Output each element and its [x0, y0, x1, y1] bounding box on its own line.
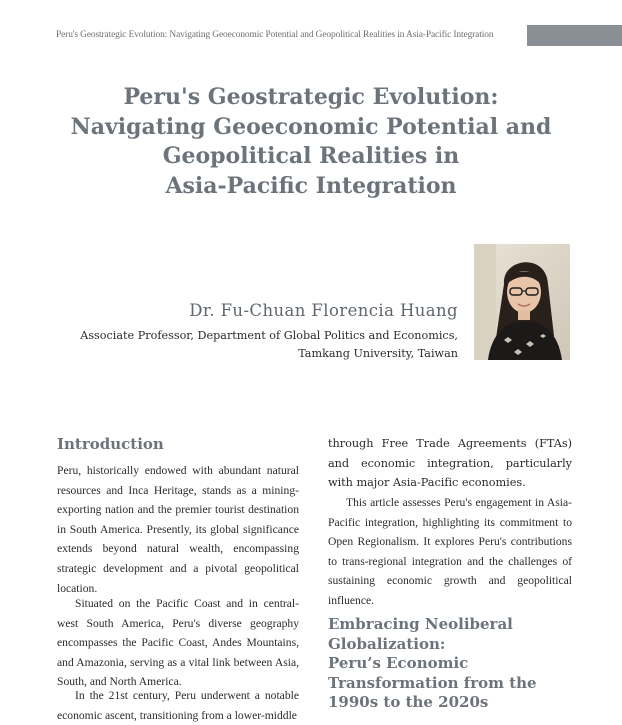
body-paragraph: Peru, historically endowed with abundant natural resources and Inca Heritage, stands as a mining-exporting nation and the premier tourist destination in South America. Presently, its global significance extends beyond natural wealth, encompassing strategic development and a pivotal geopolitical location. [57, 464, 299, 595]
section-heading-introduction: Introduction [57, 435, 164, 453]
body-paragraph: This article assesses Peru's engagement in Asia-Pacific integration, highlighting its commitment to Open Regionalism. It explores Peru's contributions to trans-regional integration and the challenges of sustaining economic growth and geopolitical influence. [328, 496, 572, 607]
author-name: Dr. Fu-Chuan Florencia Huang [189, 301, 458, 320]
title-line: Navigating Geoeconomic Potential and [70, 113, 552, 140]
section-heading-line: 1990s to the 2020s [328, 693, 489, 711]
section-heading-line: Globalization: [328, 634, 446, 653]
section-heading-line: Peru’s Economic [328, 654, 469, 672]
running-header: Peru's Geostrategic Evolution: Navigating Geoeconomic Potential and Geopolitical Realities in Asia-Pacific Integration [56, 30, 494, 40]
title-line: Peru's Geostrategic Evolution: [123, 84, 499, 110]
author-affiliation-line: Associate Professor, Department of Global Politics and Economics, [80, 329, 458, 342]
author-photo [474, 244, 570, 360]
section-heading-line: Transformation from the [328, 673, 537, 692]
title-line: Geopolitical Realities in [162, 143, 460, 169]
author-affiliation-line: Tamkang University, Taiwan [298, 347, 458, 360]
header-accent-bar [527, 25, 622, 46]
section-heading-line: Embracing Neoliberal [328, 615, 513, 633]
article-title [30, 83, 592, 201]
title-line: Asia-Pacific Integration [165, 172, 457, 199]
section-heading-neoliberal-globalization [328, 615, 578, 713]
body-paragraph: through Free Trade Agreements (FTAs) and economic integration, particularly with major Asia-Pacific economies. [328, 437, 572, 490]
body-paragraph: Situated on the Pacific Coast and in central-west South America, Peru's diverse geography encompasses the Pacific Coast, Andes Mountains, and Amazonia, serving as a vital link between Asia, South, and North America. [57, 597, 299, 689]
body-paragraph: In the 21st century, Peru underwent a notable economic ascent, transitioning from a lower-middle [57, 689, 299, 722]
